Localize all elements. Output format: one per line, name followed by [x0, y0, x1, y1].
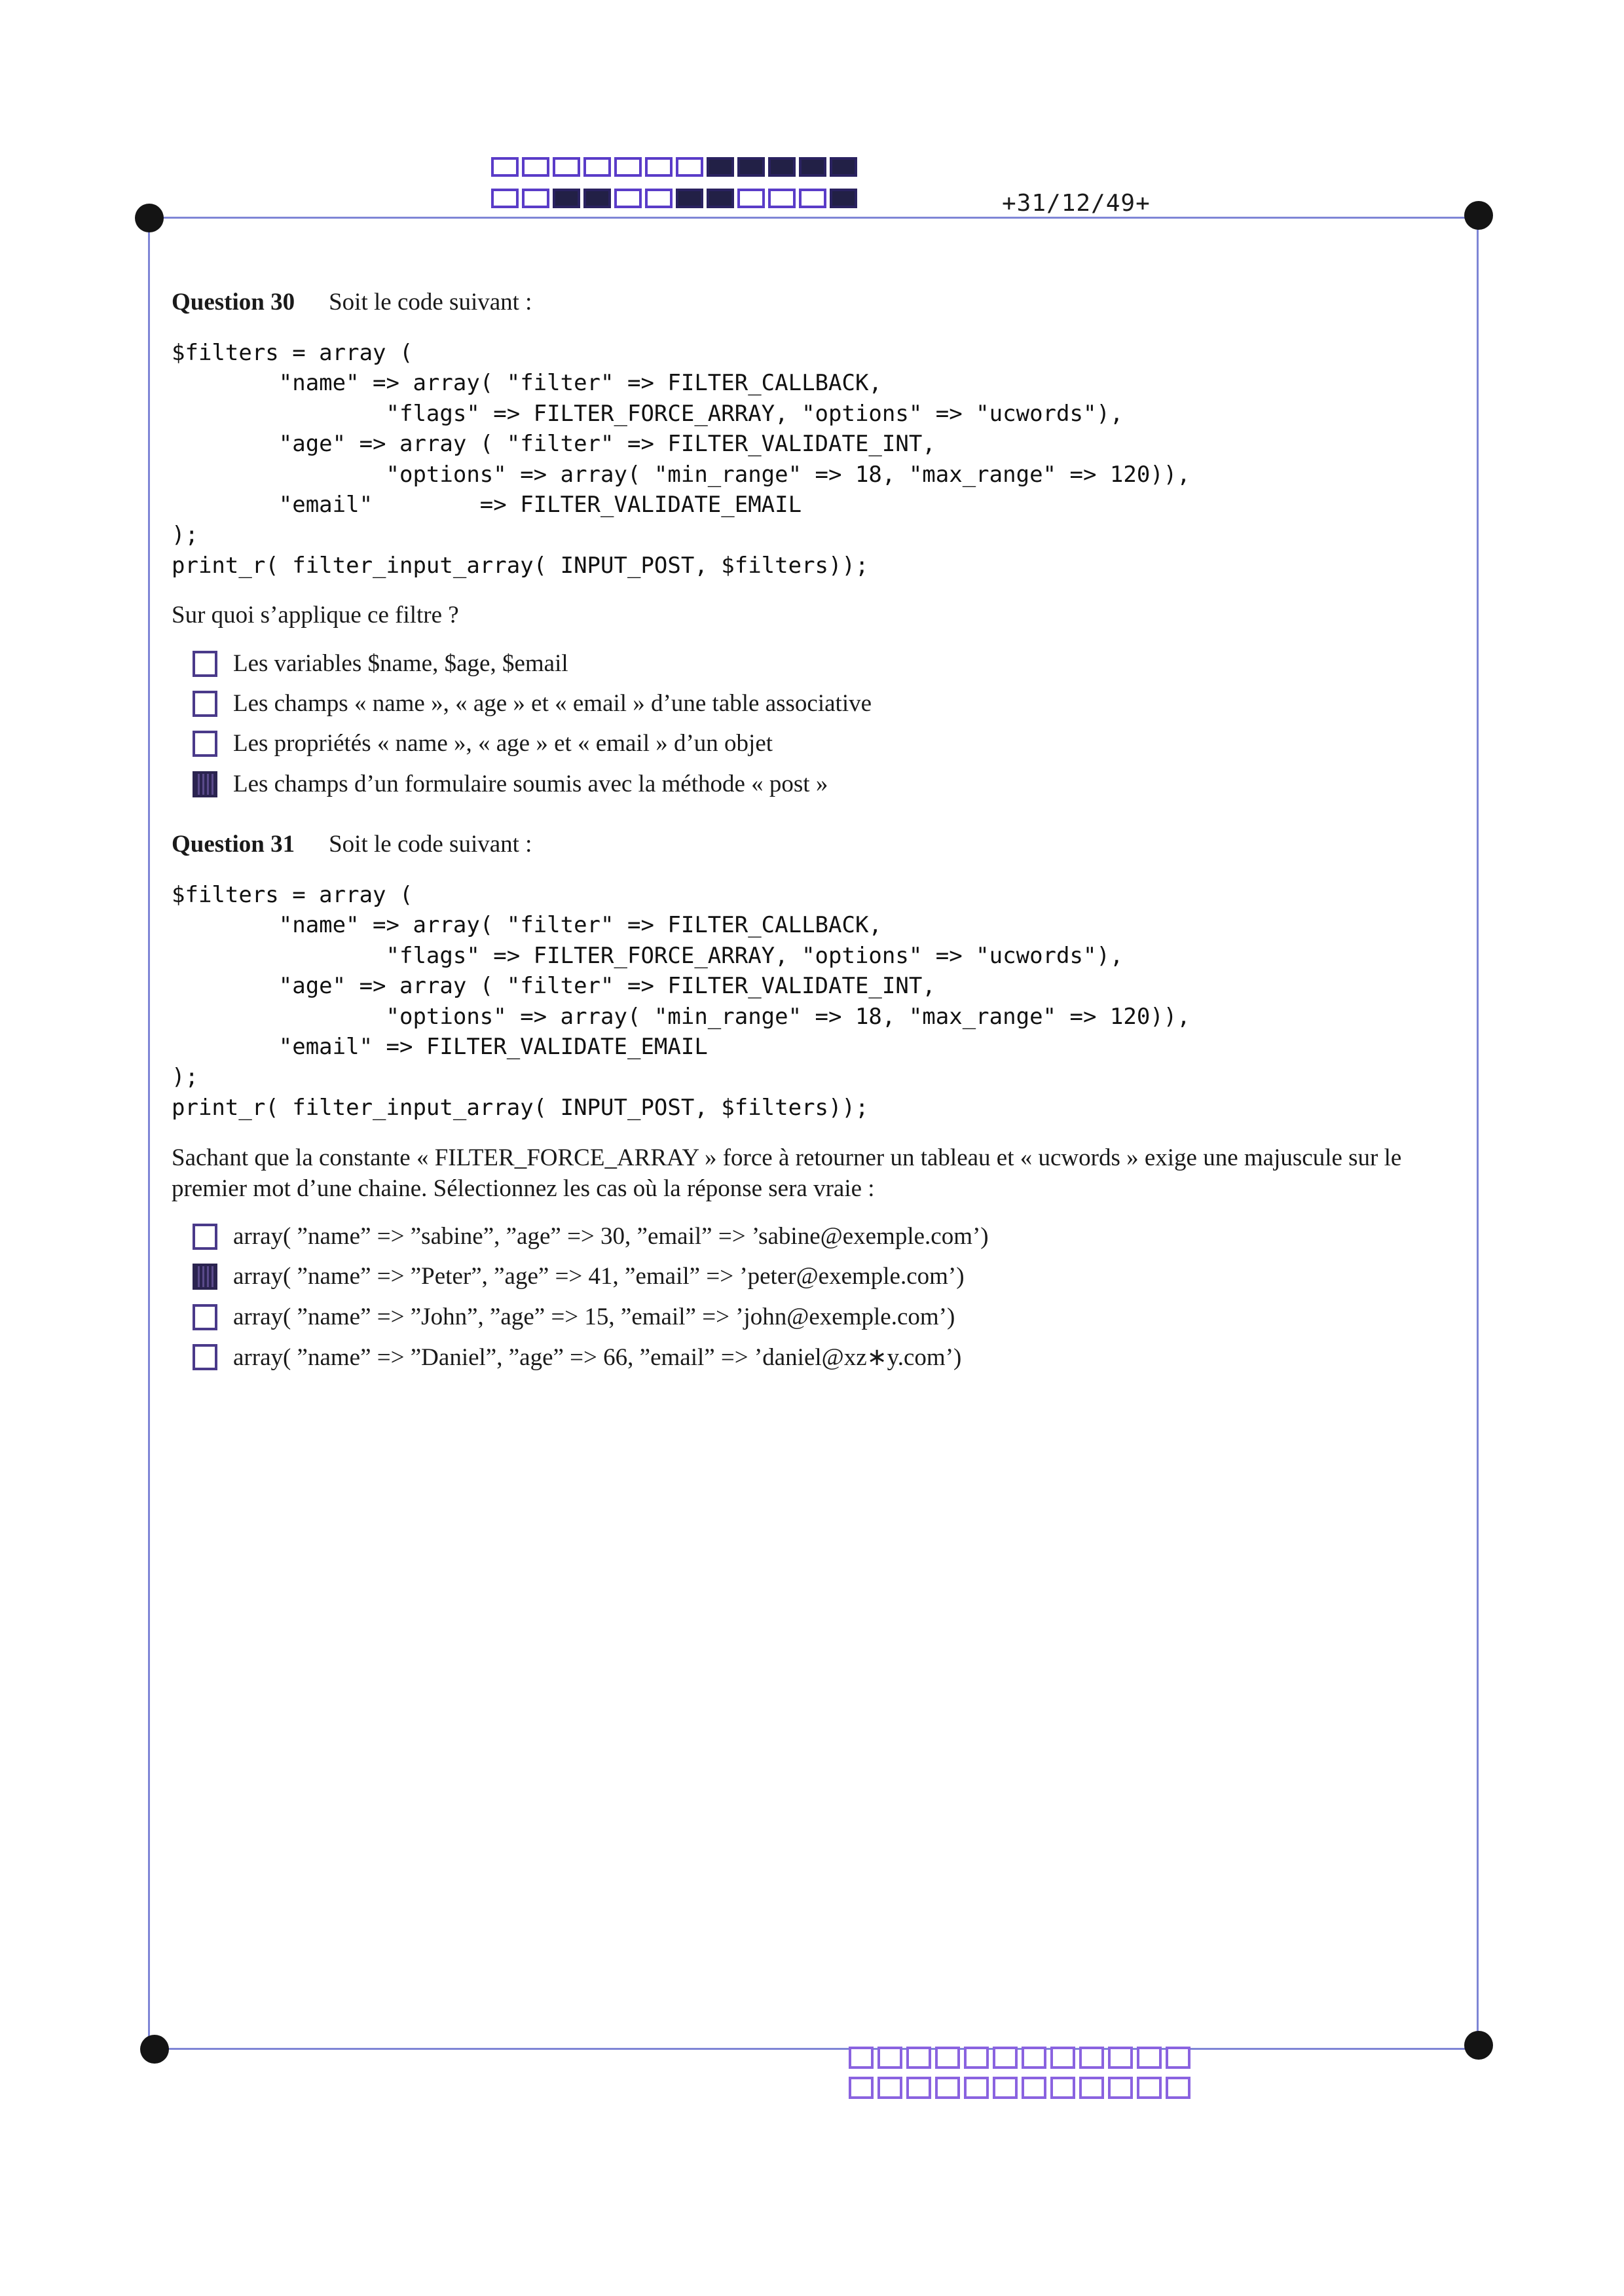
option-label: Les champs d’un formulaire soumis avec la méthode « post »	[233, 771, 828, 797]
code-cell	[614, 157, 642, 177]
code-cell	[830, 189, 857, 208]
code-cell	[1137, 2047, 1162, 2069]
code-cell	[737, 189, 765, 208]
corner-mark-bottom-right	[1464, 2031, 1493, 2060]
code-cell	[1022, 2047, 1046, 2069]
code-cell	[906, 2047, 931, 2069]
id-code-strip-bottom-1	[849, 2047, 1194, 2069]
code-cell	[1166, 2077, 1190, 2099]
code-cell	[768, 189, 796, 208]
option-label: Les propriétés « name », « age » et « email » d’un objet	[233, 730, 773, 757]
code-cell	[491, 157, 519, 177]
code-cell	[935, 2077, 960, 2099]
question-31-prompt-line-1: Sachant que la constante « FILTER_FORCE_ARRAY » force à retourner un tableau et « ucwords » exige une majuscule sur le	[172, 1144, 1402, 1171]
option-label: Les champs « name », « age » et « email » d’une table associative	[233, 690, 872, 717]
option-label: array( ”name” => ”sabine”, ”age” => 30, ”email” => ’sabine@exemple.com’)	[233, 1223, 989, 1250]
question-30-heading	[172, 288, 532, 316]
question-31-number: Question 31	[172, 831, 295, 858]
code-cell	[993, 2077, 1018, 2099]
code-cell	[553, 157, 580, 177]
option-label: array( ”name” => ”Peter”, ”age” => 41, ”email” => ’peter@exemple.com’)	[233, 1263, 965, 1290]
code-cell	[799, 157, 826, 177]
option-label: array( ”name” => ”John”, ”age” => 15, ”email” => ’john@exemple.com’)	[233, 1303, 955, 1330]
id-code-strip-top-2	[491, 189, 860, 208]
code-cell	[799, 189, 826, 208]
code-cell	[1079, 2047, 1104, 2069]
question-30-option-3[interactable]	[193, 729, 773, 757]
question-30-option-1[interactable]	[193, 649, 568, 678]
question-31-prompt-line-2: premier mot d’une chaine. Sélectionnez les cas où la réponse sera vraie :	[172, 1175, 875, 1202]
code-cell	[1050, 2047, 1075, 2069]
answer-checkbox[interactable]	[193, 1304, 217, 1330]
code-cell	[491, 189, 519, 208]
question-31-intro: Soit le code suivant :	[329, 831, 532, 858]
code-cell	[993, 2047, 1018, 2069]
code-cell	[1050, 2077, 1075, 2099]
code-cell	[583, 157, 611, 177]
code-cell	[964, 2047, 989, 2069]
question-30-number: Question 30	[172, 289, 295, 316]
page-number: +31/12/49+	[1002, 190, 1151, 217]
code-cell	[849, 2077, 874, 2099]
answer-checkbox[interactable]	[193, 731, 217, 757]
question-30-intro: Soit le code suivant :	[329, 289, 532, 316]
code-cell	[906, 2077, 931, 2099]
code-cell	[964, 2077, 989, 2099]
corner-mark-bottom-left	[140, 2035, 169, 2064]
code-cell	[877, 2047, 902, 2069]
question-30-code: $filters = array ( "name" => array( "filter" => FILTER_CALLBACK, "flags" => FILTER_FORCE_ARRAY, "options" => "ucwords"), "age" => array ( "filter" => FILTER_VALIDATE_INT, "options" => array( "min_range" => 18, "max_range" => 120)), "email" => FILTER_VALIDATE_EMAIL ); print_r( filter_input_array( INPUT_POST, $filters));	[172, 340, 1190, 579]
id-code-strip-top-1	[491, 157, 860, 177]
code-cell	[830, 157, 857, 177]
answer-checkbox[interactable]	[193, 1264, 217, 1290]
question-31-option-2[interactable]	[193, 1262, 965, 1290]
question-30-option-4[interactable]	[193, 770, 828, 798]
question-31-heading	[172, 830, 532, 858]
answer-checkbox[interactable]	[193, 1344, 217, 1370]
question-30-option-2[interactable]	[193, 689, 872, 718]
code-cell	[768, 157, 796, 177]
code-cell	[1108, 2077, 1133, 2099]
code-cell	[553, 189, 580, 208]
code-cell	[1022, 2077, 1046, 2099]
code-cell	[877, 2077, 902, 2099]
question-31-option-4[interactable]	[193, 1343, 961, 1372]
code-cell	[707, 157, 734, 177]
code-cell	[522, 189, 549, 208]
code-cell	[707, 189, 734, 208]
answer-checkbox[interactable]	[193, 1224, 217, 1250]
corner-mark-top-left	[135, 204, 164, 232]
question-31-option-1[interactable]	[193, 1222, 989, 1250]
corner-mark-top-right	[1464, 201, 1493, 230]
code-cell	[676, 189, 703, 208]
code-cell	[1108, 2047, 1133, 2069]
question-30-prompt: Sur quoi s’applique ce filtre ?	[172, 602, 459, 629]
code-cell	[1137, 2077, 1162, 2099]
id-code-strip-bottom-2	[849, 2077, 1194, 2099]
question-31-code: $filters = array ( "name" => array( "filter" => FILTER_CALLBACK, "flags" => FILTER_FORCE_ARRAY, "options" => "ucwords"), "age" => array ( "filter" => FILTER_VALIDATE_INT, "options" => array( "min_range" => 18, "max_range" => 120)), "email" => FILTER_VALIDATE_EMAIL ); print_r( filter_input_array( INPUT_POST, $filters));	[172, 882, 1190, 1121]
code-cell	[676, 157, 703, 177]
answer-checkbox[interactable]	[193, 651, 217, 677]
code-cell	[522, 157, 549, 177]
code-cell	[614, 189, 642, 208]
option-label: array( ”name” => ”Daniel”, ”age” => 66, ”email” => ’daniel@xz∗y.com’)	[233, 1344, 962, 1371]
code-cell	[737, 157, 765, 177]
code-cell	[935, 2047, 960, 2069]
question-31-option-3[interactable]	[193, 1303, 955, 1331]
code-cell	[1166, 2047, 1190, 2069]
answer-checkbox[interactable]	[193, 771, 217, 797]
code-cell	[645, 157, 673, 177]
answer-checkbox[interactable]	[193, 691, 217, 717]
code-cell	[1079, 2077, 1104, 2099]
option-label: Les variables $name, $age, $email	[233, 650, 568, 677]
code-cell	[849, 2047, 874, 2069]
code-cell	[645, 189, 673, 208]
code-cell	[583, 189, 611, 208]
